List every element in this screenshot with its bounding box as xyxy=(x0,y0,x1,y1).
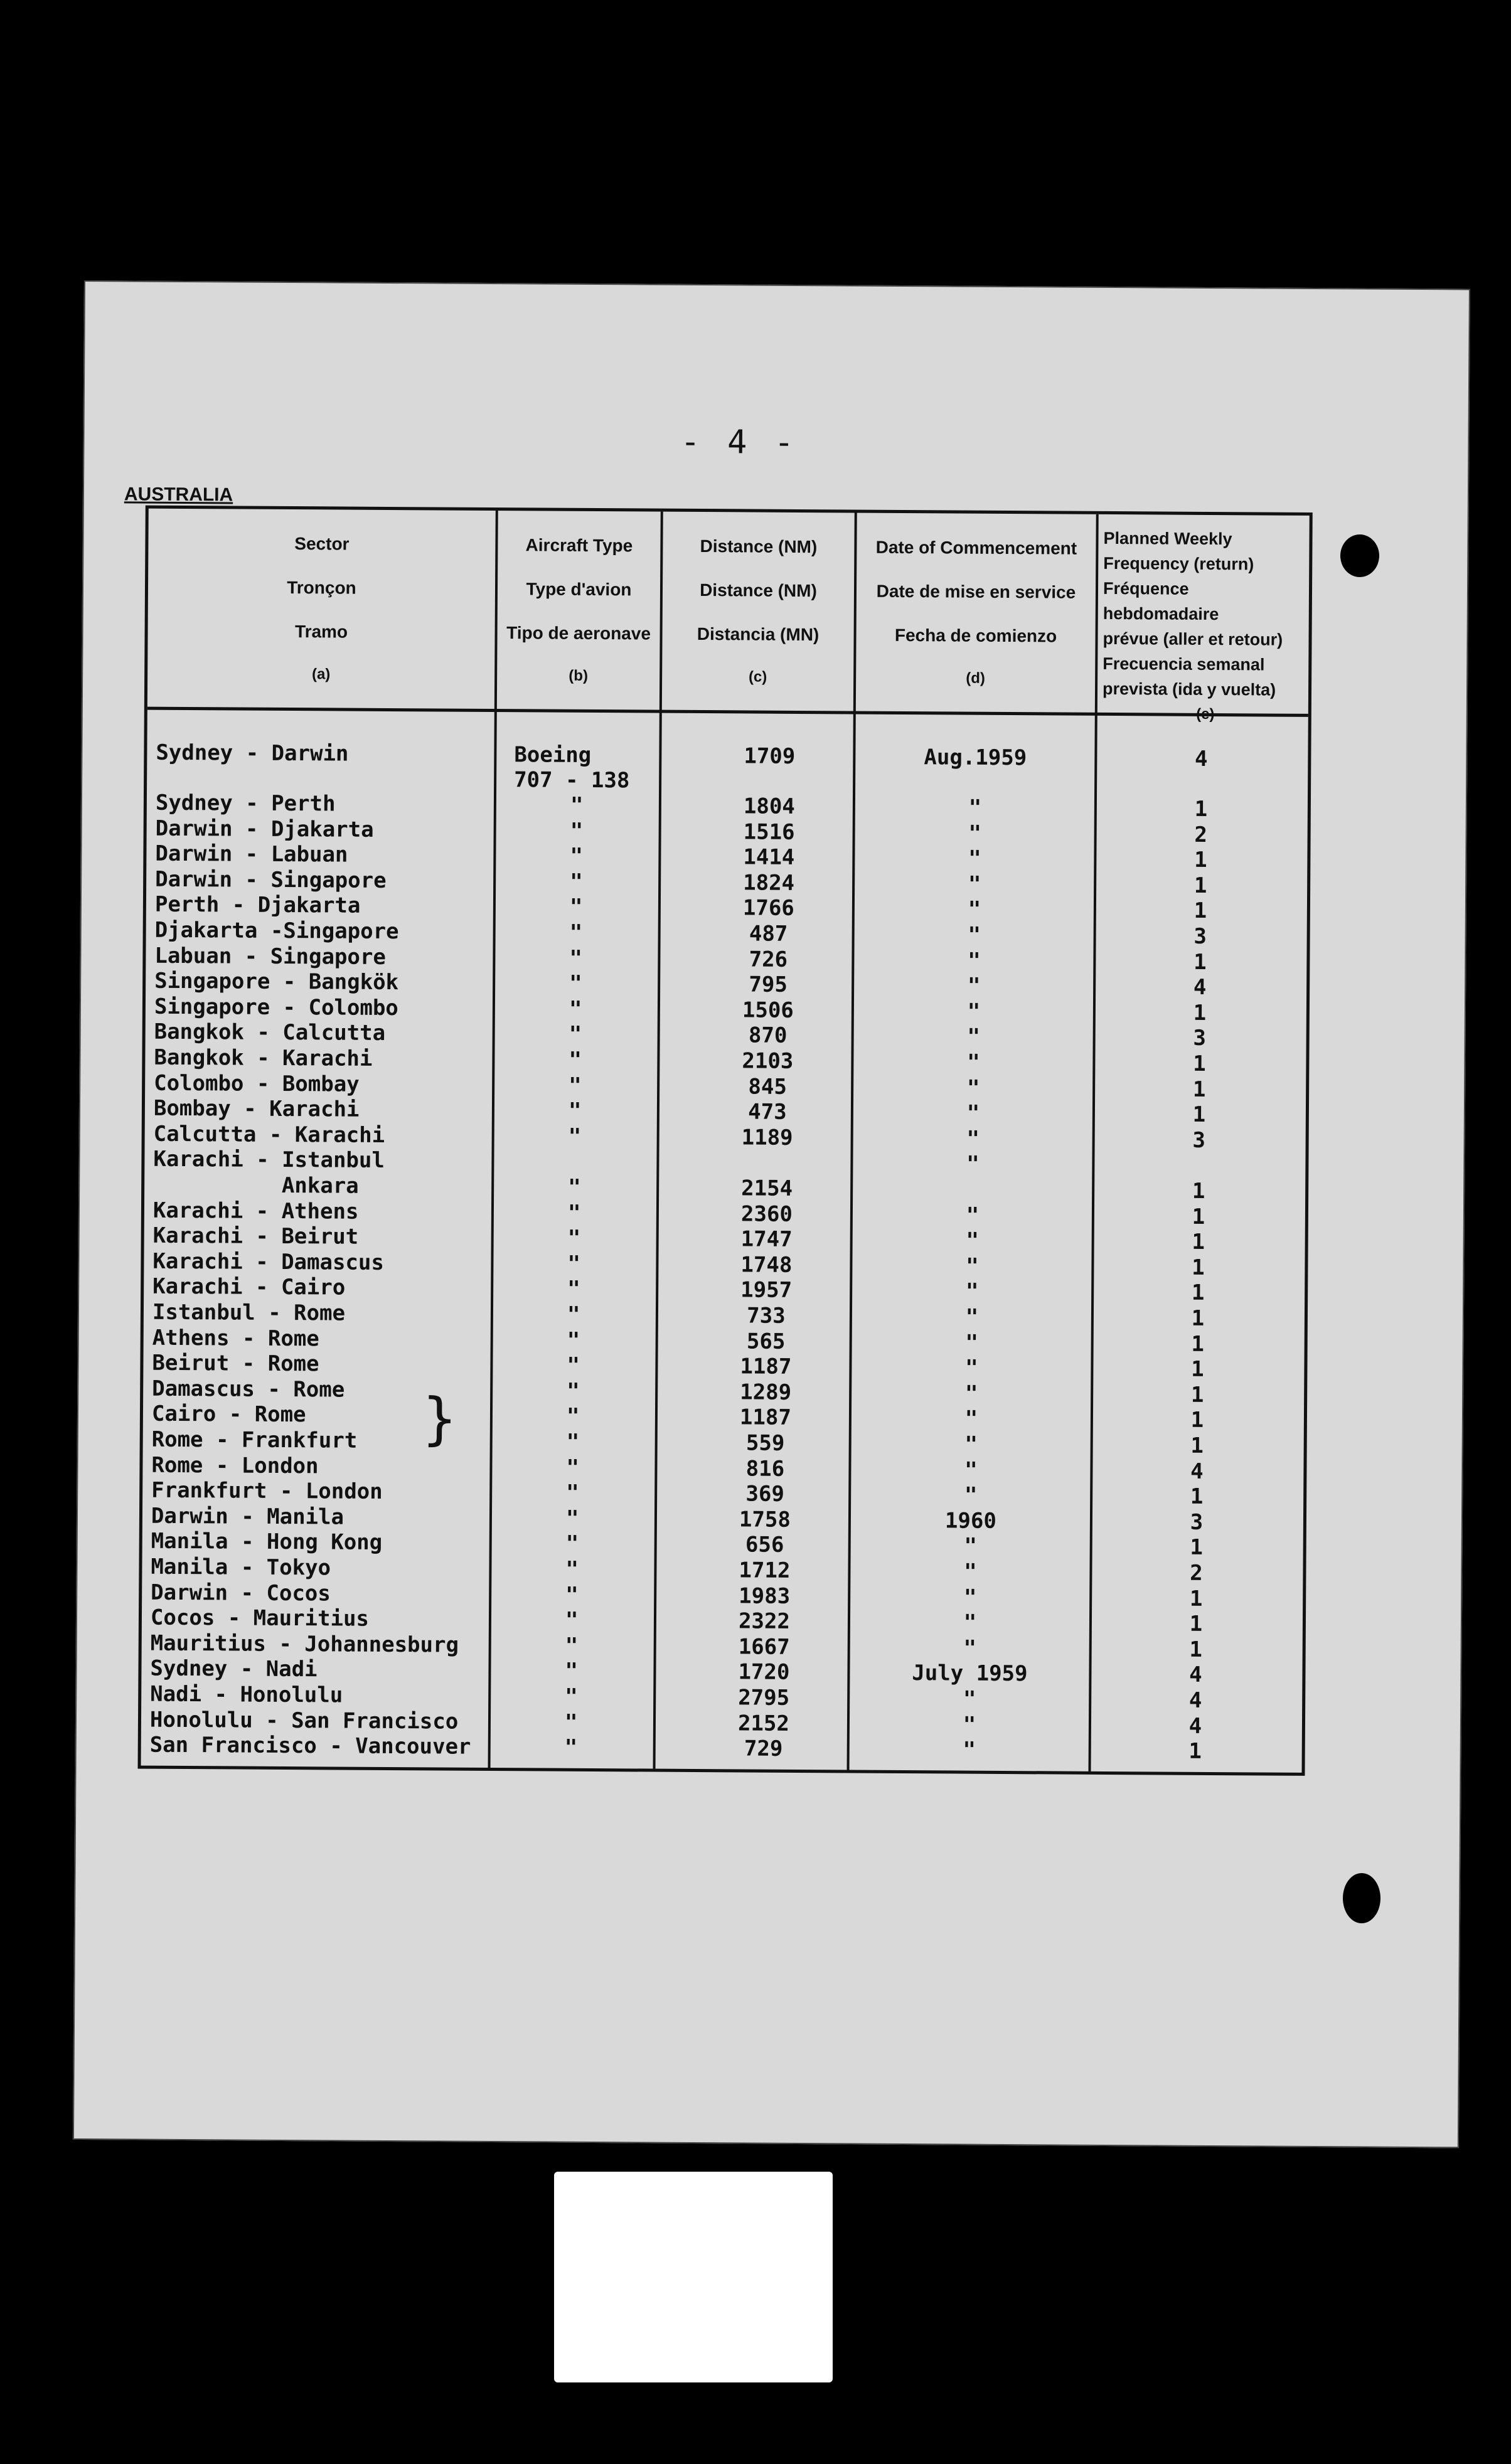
sector-cell: Perth - Djakarta xyxy=(154,892,361,919)
frequency-cell: 1 xyxy=(1194,796,1208,822)
aircraft-cell: Boeing xyxy=(514,742,592,768)
date-cell: " xyxy=(967,973,981,999)
aircraft-cell: " xyxy=(569,970,582,997)
sector-cell: Cocos - Mauritius xyxy=(150,1605,370,1632)
aircraft-cell: " xyxy=(566,1404,580,1430)
sector-cell: Sydney - Darwin xyxy=(156,740,349,767)
distance-cell: 1748 xyxy=(740,1252,793,1278)
aircraft-cell: " xyxy=(567,1302,580,1327)
aircraft-cell: " xyxy=(565,1633,579,1659)
date-cell: " xyxy=(968,948,981,974)
sector-cell: San Francisco - Vancouver xyxy=(149,1732,471,1760)
sector-cell: Honolulu - San Francisco xyxy=(149,1707,459,1734)
frequency-cell: 1 xyxy=(1193,949,1207,975)
distance-cell: 1189 xyxy=(741,1125,793,1150)
date-cell: " xyxy=(964,1482,978,1508)
date-cell: " xyxy=(964,1533,978,1559)
sector-cell: Nadi - Honolulu xyxy=(150,1681,343,1708)
aircraft-cell: " xyxy=(567,1277,580,1302)
distance-cell: 1187 xyxy=(739,1405,792,1431)
sector-cell: Beirut - Rome xyxy=(152,1350,319,1377)
aircraft-cell: " xyxy=(569,1047,582,1073)
date-cell: " xyxy=(965,1355,978,1381)
frequency-cell: 1 xyxy=(1193,1051,1206,1076)
distance-cell: 726 xyxy=(749,947,788,972)
date-cell: " xyxy=(964,1457,978,1483)
distance-cell: 473 xyxy=(748,1099,787,1125)
aircraft-cell: " xyxy=(564,1734,578,1761)
header-frequency: Planned Weekly Frequency (return) Fréquence hebdomadaire prévue (aller et retour) Frecuencia semanal prevista (ida y vuelta) (e) xyxy=(1102,528,1283,723)
aircraft-cell: " xyxy=(567,1378,580,1404)
frequency-cell: 1 xyxy=(1190,1535,1204,1561)
bracket-mark: } xyxy=(421,1386,458,1452)
aircraft-cell: " xyxy=(564,1709,578,1735)
date-cell: " xyxy=(964,1406,978,1432)
date-cell: " xyxy=(967,1049,980,1075)
frequency-cell: 3 xyxy=(1192,1127,1206,1153)
date-cell: " xyxy=(964,1431,978,1457)
header-sector: Sector Tronçon Tramo (a) xyxy=(287,534,356,683)
header-date: Date of Commencement Date de mise en service Fecha de comienzo (d) xyxy=(875,537,1077,687)
punch-hole xyxy=(1340,534,1379,577)
distance-cell: 1804 xyxy=(743,794,795,819)
aircraft-cell: " xyxy=(566,1429,580,1455)
distance-cell: 2152 xyxy=(737,1711,790,1736)
frequency-cell: 1 xyxy=(1194,847,1207,873)
sector-cell: Karachi - Damascus xyxy=(152,1248,385,1275)
date-cell: " xyxy=(968,922,981,948)
date-cell: " xyxy=(967,1024,981,1050)
frequency-cell: 1 xyxy=(1191,1305,1205,1331)
date-cell: " xyxy=(963,1686,976,1712)
distance-cell: 565 xyxy=(746,1329,786,1354)
frequency-cell: 1 xyxy=(1193,898,1207,924)
frequency-cell: 1 xyxy=(1191,1331,1205,1357)
frequency-cell: 1 xyxy=(1189,1611,1203,1637)
distance-cell: 1720 xyxy=(738,1659,790,1686)
aircraft-cell: " xyxy=(569,1022,582,1048)
header-distance: Distance (NM) Distance (NM) Distancia (MN) (c) xyxy=(697,536,820,686)
sector-cell: Bombay - Karachi xyxy=(153,1095,360,1122)
sector-cell: Istanbul - Rome xyxy=(152,1299,346,1326)
aircraft-cell: 707 - 138 xyxy=(514,767,630,794)
frequency-cell: 1 xyxy=(1192,1229,1205,1255)
aircraft-cell: " xyxy=(568,1098,582,1124)
frequency-cell: 2 xyxy=(1194,822,1207,847)
sector-cell: Sydney - Nadi xyxy=(150,1656,318,1682)
sector-cell: Athens - Rome xyxy=(152,1325,319,1351)
date-cell: " xyxy=(968,846,981,871)
sector-cell: Rome - London xyxy=(151,1452,319,1479)
aircraft-cell: " xyxy=(567,1225,581,1251)
sector-cell: Darwin - Manila xyxy=(151,1503,344,1530)
header-aircraft: Aircraft Type Type d'avion Tipo de aeronave (b) xyxy=(506,535,651,684)
aircraft-cell: " xyxy=(565,1556,579,1582)
frequency-cell: 1 xyxy=(1191,1356,1204,1383)
aircraft-cell: " xyxy=(565,1582,579,1608)
distance-cell: 1824 xyxy=(743,870,795,896)
distance-cell: 870 xyxy=(748,1022,788,1049)
distance-cell: 369 xyxy=(745,1481,785,1507)
frequency-cell: 4 xyxy=(1188,1713,1202,1739)
distance-cell: 733 xyxy=(747,1303,786,1329)
aircraft-cell: " xyxy=(567,1352,580,1379)
frequency-cell: 1 xyxy=(1192,1255,1205,1280)
date-cell: " xyxy=(963,1585,977,1610)
aircraft-cell: " xyxy=(569,895,583,920)
frequency-cell: 3 xyxy=(1193,1026,1207,1051)
distance-cell: 2795 xyxy=(738,1685,790,1711)
date-cell: " xyxy=(967,999,981,1024)
aircraft-cell: " xyxy=(568,1123,582,1149)
date-cell: July 1959 xyxy=(912,1660,1028,1687)
date-cell: " xyxy=(964,1381,978,1406)
table-body xyxy=(141,710,1308,1773)
sector-cell: Karachi - Cairo xyxy=(152,1274,346,1300)
date-cell: " xyxy=(968,897,981,923)
distance-cell: 845 xyxy=(748,1074,787,1100)
frequency-cell: 2 xyxy=(1190,1560,1203,1586)
aircraft-cell: " xyxy=(566,1480,579,1506)
date-cell: Aug.1959 xyxy=(924,745,1027,771)
sector-cell: Darwin - Singapore xyxy=(155,866,387,893)
sector-cell: Karachi - Istanbul xyxy=(153,1147,385,1174)
frequency-cell: 1 xyxy=(1193,873,1207,898)
aircraft-cell: " xyxy=(570,792,584,818)
frequency-cell: 4 xyxy=(1188,1687,1202,1713)
distance-cell: 729 xyxy=(744,1736,783,1762)
distance-cell: 1187 xyxy=(740,1354,792,1380)
aircraft-cell: " xyxy=(565,1531,579,1557)
date-cell: " xyxy=(965,1279,979,1305)
date-cell: " xyxy=(966,1253,979,1279)
punch-hole xyxy=(1343,1873,1380,1923)
sector-cell: Labuan - Singapore xyxy=(154,943,387,970)
distance-cell: 559 xyxy=(745,1430,785,1456)
date-cell: " xyxy=(966,1100,980,1126)
aircraft-cell: " xyxy=(569,1073,582,1098)
date-cell: 1960 xyxy=(944,1508,997,1534)
frequency-cell: 1 xyxy=(1192,1076,1206,1102)
frequency-cell: 1 xyxy=(1192,1204,1205,1229)
frequency-cell: 4 xyxy=(1189,1662,1202,1688)
country-heading: AUSTRALIA xyxy=(124,484,233,506)
sector-cell: Manila - Hong Kong xyxy=(151,1529,383,1556)
distance-cell: 1983 xyxy=(739,1583,791,1609)
date-cell: " xyxy=(966,1152,980,1177)
distance-cell: 1414 xyxy=(743,844,795,871)
distance-cell: 1667 xyxy=(738,1634,790,1660)
page-number: - 4 - xyxy=(680,423,798,462)
sector-cell: Frankfurt - London xyxy=(151,1477,383,1505)
frequency-cell: 1 xyxy=(1189,1586,1203,1612)
frequency-cell: 1 xyxy=(1190,1484,1204,1510)
sector-cell: Ankara xyxy=(153,1172,359,1199)
aircraft-cell: " xyxy=(570,869,583,895)
distance-cell: 1709 xyxy=(744,743,796,769)
sector-cell: Bangkok - Calcutta xyxy=(154,1019,386,1046)
aircraft-cell: " xyxy=(569,945,583,971)
archive-label-card xyxy=(554,2172,833,2382)
sector-cell: Darwin - Labuan xyxy=(155,841,348,868)
frequency-cell: 4 xyxy=(1190,1458,1204,1484)
date-cell: " xyxy=(965,1330,979,1356)
date-cell: " xyxy=(966,1126,980,1152)
distance-cell: 1957 xyxy=(740,1277,793,1304)
date-cell: " xyxy=(963,1737,976,1763)
frequency-cell: 4 xyxy=(1193,975,1207,1001)
sector-cell: Karachi - Athens xyxy=(152,1197,359,1224)
aircraft-cell: " xyxy=(565,1505,579,1531)
aircraft-cell: " xyxy=(569,996,582,1022)
date-cell: " xyxy=(968,871,981,897)
distance-cell: 1506 xyxy=(742,997,794,1023)
sector-cell: Colombo - Bombay xyxy=(154,1070,360,1097)
aircraft-cell: " xyxy=(565,1684,578,1709)
date-cell: " xyxy=(964,1559,977,1585)
distance-cell: 2103 xyxy=(742,1048,794,1074)
distance-cell: 2322 xyxy=(738,1608,791,1635)
frequency-cell: 3 xyxy=(1193,923,1207,949)
date-cell: " xyxy=(963,1712,976,1738)
distance-cell: 1712 xyxy=(739,1558,791,1583)
distance-cell: 2154 xyxy=(741,1176,793,1201)
date-cell: " xyxy=(966,1228,980,1253)
aircraft-cell: " xyxy=(567,1200,581,1226)
date-cell: " xyxy=(968,795,982,820)
aircraft-cell: " xyxy=(567,1327,580,1353)
frequency-cell: 1 xyxy=(1192,1102,1206,1128)
sector-cell: Calcutta - Karachi xyxy=(153,1121,385,1148)
sector-cell: Manila - Tokyo xyxy=(151,1554,331,1581)
frequency-cell: 1 xyxy=(1192,1178,1205,1204)
sector-cell: Cairo - Rome xyxy=(151,1401,306,1428)
route-table xyxy=(138,506,1313,1776)
sector-cell: Djakarta -Singapore xyxy=(154,917,399,945)
sector-cell: Singapore - Colombo xyxy=(154,994,398,1021)
sector-cell: Karachi - Beirut xyxy=(152,1223,359,1250)
sector-cell: Darwin - Djakarta xyxy=(155,815,374,842)
distance-cell: 1516 xyxy=(743,819,795,845)
distance-cell: 656 xyxy=(745,1532,784,1558)
frequency-cell: 1 xyxy=(1188,1738,1202,1765)
sector-cell: Mauritius - Johannesburg xyxy=(150,1630,459,1658)
date-cell: " xyxy=(966,1203,980,1228)
sector-cell: Sydney - Perth xyxy=(155,790,336,817)
date-cell: " xyxy=(966,1075,980,1101)
frequency-cell: 1 xyxy=(1189,1637,1203,1662)
frequency-cell: 1 xyxy=(1193,1000,1207,1026)
distance-cell: 795 xyxy=(749,972,788,998)
aircraft-cell: " xyxy=(565,1659,579,1684)
aircraft-cell: " xyxy=(569,920,583,945)
distance-cell: 1758 xyxy=(739,1507,791,1532)
aircraft-cell: " xyxy=(568,1174,581,1200)
aircraft-cell: " xyxy=(565,1607,579,1633)
sector-cell: Singapore - Bangkök xyxy=(154,968,399,996)
sector-cell: Damascus - Rome xyxy=(152,1376,345,1403)
date-cell: " xyxy=(963,1610,977,1635)
sector-cell: Bangkok - Karachi xyxy=(154,1044,373,1071)
document-page xyxy=(73,280,1470,2148)
frequency-cell: 3 xyxy=(1190,1509,1204,1535)
frequency-cell: 1 xyxy=(1191,1280,1205,1306)
sector-cell: Darwin - Cocos xyxy=(151,1580,331,1606)
date-cell: " xyxy=(968,820,981,846)
distance-cell: 1747 xyxy=(740,1226,793,1253)
frequency-cell: 1 xyxy=(1190,1433,1204,1458)
frequency-cell: 4 xyxy=(1195,746,1208,772)
distance-cell: 2360 xyxy=(740,1201,793,1227)
date-cell: " xyxy=(965,1304,979,1330)
distance-cell: 1766 xyxy=(742,895,794,921)
aircraft-cell: " xyxy=(570,818,584,844)
distance-cell: 487 xyxy=(749,921,788,947)
aircraft-cell: " xyxy=(567,1251,581,1277)
aircraft-cell: " xyxy=(570,843,584,869)
date-cell: " xyxy=(963,1635,977,1661)
frequency-cell: 1 xyxy=(1190,1382,1204,1408)
aircraft-cell: " xyxy=(566,1455,580,1480)
sector-cell: Rome - Frankfurt xyxy=(151,1426,358,1453)
frequency-cell: 1 xyxy=(1190,1408,1204,1433)
distance-cell: 1289 xyxy=(740,1379,792,1405)
distance-cell: 816 xyxy=(745,1456,785,1482)
